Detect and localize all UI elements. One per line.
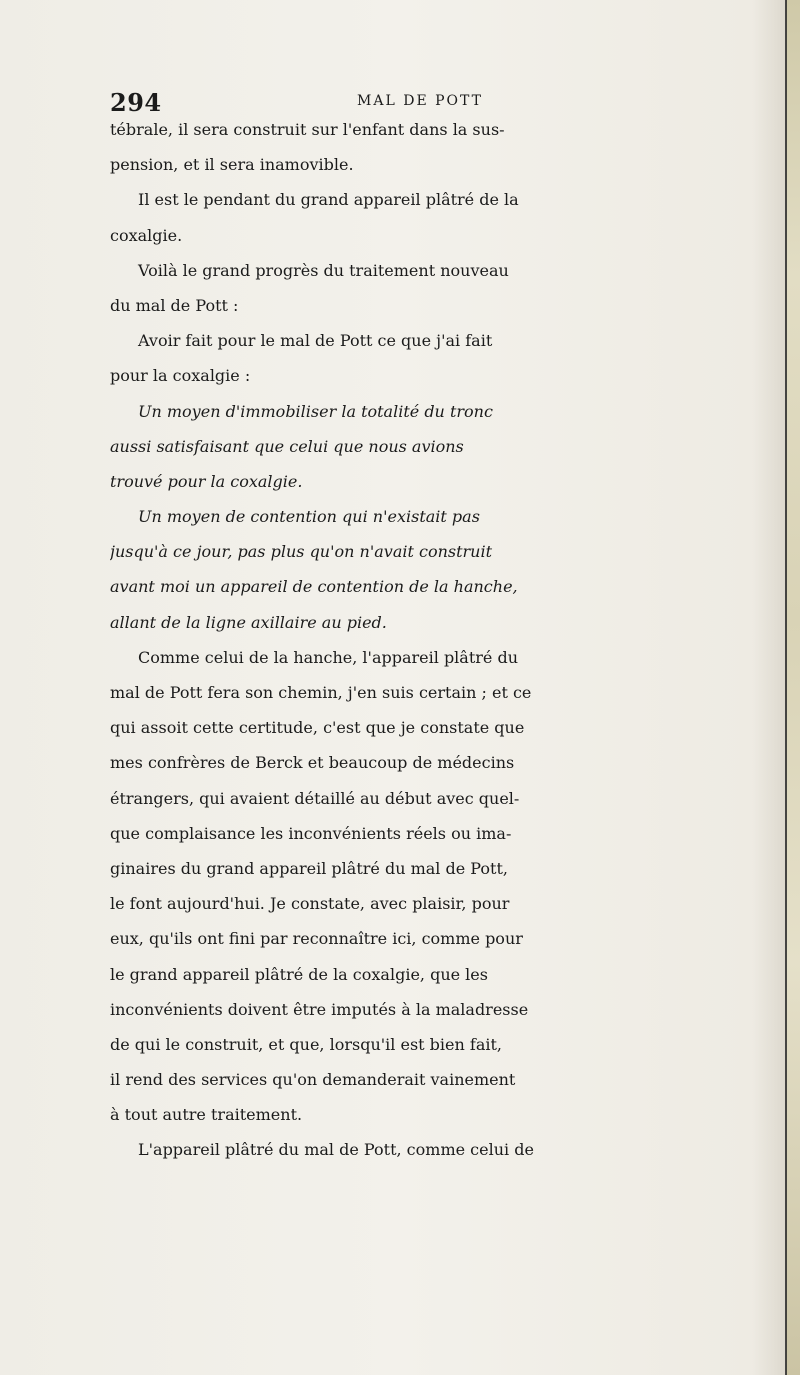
text-line: trouvé pour la coxalgie. xyxy=(110,471,303,491)
text-line: Un moyen d'immobiliser la totalité du tronc xyxy=(138,401,493,421)
text-line: aussi satisfaisant que celui que nous avions xyxy=(110,436,464,456)
body-text xyxy=(110,112,750,1168)
text-line: à tout autre traitement. xyxy=(110,1105,303,1125)
text-line: étrangers, qui avaient détaillé au début avec quel- xyxy=(110,788,520,808)
text-line: Il est le pendant du grand appareil plâtré de la xyxy=(138,190,519,210)
text-line: de qui le construit, et que, lorsqu'il est bien fait, xyxy=(110,1034,502,1054)
text-line: qui assoit cette certitude, c'est que je constate que xyxy=(110,718,525,738)
text-line: Avoir fait pour le mal de Pott ce que j'ai fait xyxy=(138,331,493,351)
text-line: le font aujourd'hui. Je constate, avec plaisir, pour xyxy=(110,894,510,914)
page-edge xyxy=(786,0,800,1375)
text-line: Un moyen de contention qui n'existait pas xyxy=(138,507,480,527)
page-number: 294 xyxy=(110,88,162,117)
running-title: MAL DE POTT xyxy=(357,93,483,109)
text-line: eux, qu'ils ont fini par reconnaître ici, comme pour xyxy=(110,929,523,949)
text-line: Comme celui de la hanche, l'appareil plâtré du xyxy=(138,647,519,667)
text-line: mal de Pott fera son chemin, j'en suis certain ; et ce xyxy=(110,683,532,702)
text-line: avant moi un appareil de contention de la hanche, xyxy=(110,577,518,597)
text-line: Voilà le grand progrès du traitement nouveau xyxy=(138,260,509,280)
text-line: inconvénients doivent être imputés à la maladresse xyxy=(110,999,529,1019)
text-line: jusqu'à ce jour, pas plus qu'on n'avait construit xyxy=(110,542,493,562)
text-line: il rend des services qu'on demanderait vainement xyxy=(110,1070,516,1090)
text-line: tébrale, il sera construit sur l'enfant dans la sus- xyxy=(110,120,505,139)
text-line: du mal de Pott : xyxy=(110,295,239,315)
text-line: coxalgie. xyxy=(110,225,183,245)
text-line: que complaisance les inconvénients réels ou ima- xyxy=(110,823,512,843)
text-line: pour la coxalgie : xyxy=(110,366,251,386)
text-line: pension, et il sera inamovible. xyxy=(110,155,354,175)
text-line: ginaires du grand appareil plâtré du mal de Pott, xyxy=(110,858,508,878)
text-line: mes confrères de Berck et beaucoup de médecins xyxy=(110,753,515,773)
text-line: allant de la ligne axillaire au pied. xyxy=(110,612,387,632)
text-line: L'appareil plâtré du mal de Pott, comme celui de xyxy=(138,1140,534,1160)
page-edge-line xyxy=(785,0,787,1375)
text-line: le grand appareil plâtré de la coxalgie, que les xyxy=(110,964,488,984)
